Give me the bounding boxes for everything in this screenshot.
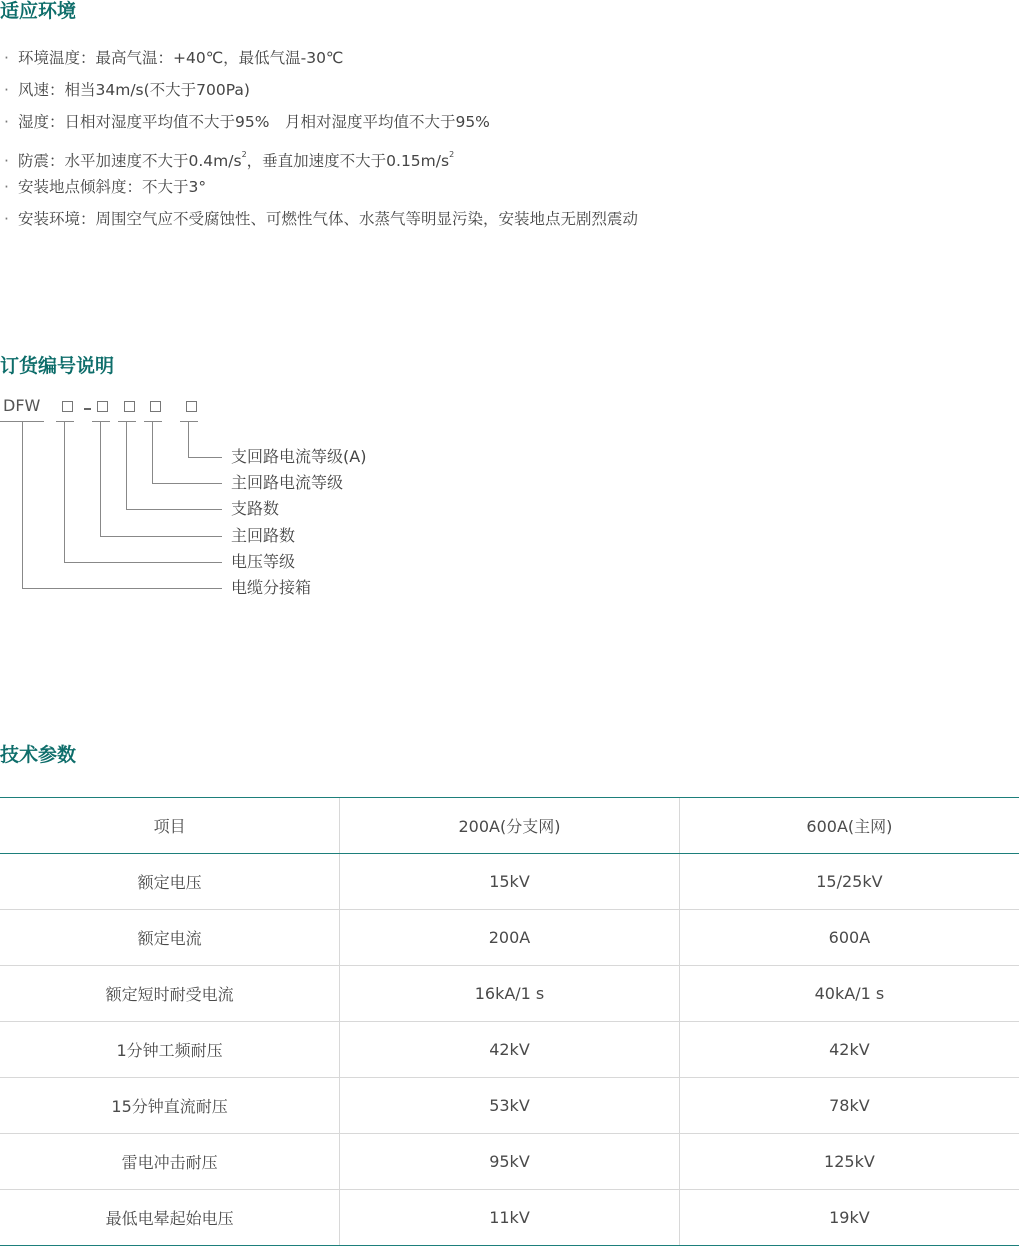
order-label: 支路数 bbox=[231, 499, 280, 518]
table-cell: 95kV bbox=[340, 1134, 680, 1190]
bullet-dot: · bbox=[4, 177, 9, 196]
table-cell: 雷电冲击耐压 bbox=[0, 1134, 340, 1190]
connector-h bbox=[188, 457, 222, 458]
table-cell: 78kV bbox=[679, 1078, 1019, 1134]
table-cell: 最低电晕起始电压 bbox=[0, 1190, 340, 1246]
bullet-dot: · bbox=[4, 151, 9, 170]
order-label: 电缆分接箱 bbox=[231, 578, 312, 597]
table-cell: 125kV bbox=[679, 1134, 1019, 1190]
table-header-row bbox=[0, 798, 1019, 854]
order-code-diagram bbox=[0, 395, 400, 610]
env-item bbox=[4, 74, 638, 106]
table-cell: 15分钟直流耐压 bbox=[0, 1078, 340, 1134]
table-cell: 53kV bbox=[340, 1078, 680, 1134]
tech-params-table bbox=[0, 797, 1019, 1246]
header-cell-200a: 200A(分支网) bbox=[340, 798, 680, 854]
table-cell: 42kV bbox=[340, 1022, 680, 1078]
table-row bbox=[0, 1078, 1019, 1134]
table-cell: 40kA/1 s bbox=[679, 966, 1019, 1022]
tech-section-title: 技术参数 bbox=[0, 744, 77, 766]
bullet-dot: · bbox=[4, 49, 9, 67]
table-cell: 15kV bbox=[340, 854, 680, 910]
env-item-text: 安装环境：周围空气应不受腐蚀性、可燃性气体、水蒸气等明显污染，安装地点无剧烈震动 bbox=[18, 209, 639, 228]
code-box-branch-current bbox=[186, 401, 197, 412]
underline-voltage bbox=[56, 421, 74, 422]
superscript: 2 bbox=[449, 149, 455, 159]
env-item bbox=[4, 42, 638, 74]
env-item bbox=[4, 203, 638, 235]
underline-branch-count bbox=[118, 421, 136, 422]
table-row bbox=[0, 966, 1019, 1022]
code-box-voltage bbox=[62, 401, 73, 412]
connector-v bbox=[100, 421, 101, 537]
table-cell: 额定短时耐受电流 bbox=[0, 966, 340, 1022]
bullet-dot: · bbox=[4, 113, 9, 132]
bullet-dot: · bbox=[4, 81, 9, 100]
env-item-text: 环境温度：最高气温：+40℃，最低气温-30℃ bbox=[18, 49, 344, 67]
underline-main-count bbox=[92, 421, 110, 422]
table-cell: 42kV bbox=[679, 1022, 1019, 1078]
table-cell: 200A bbox=[340, 910, 680, 966]
connector-v bbox=[188, 421, 189, 458]
connector-h bbox=[22, 588, 222, 589]
table-row bbox=[0, 854, 1019, 910]
table-row bbox=[0, 910, 1019, 966]
table-cell: 额定电流 bbox=[0, 910, 340, 966]
connector-v bbox=[126, 421, 127, 510]
order-label: 主回路数 bbox=[231, 526, 296, 545]
env-item-text: 湿度：日相对湿度平均值不大于95% 月相对湿度平均值不大于95% bbox=[18, 113, 490, 132]
table-cell: 1分钟工频耐压 bbox=[0, 1022, 340, 1078]
connector-h bbox=[126, 509, 222, 510]
env-item-text: 风速：相当34m/s(不大于700Pa) bbox=[18, 81, 250, 100]
connector-v bbox=[64, 421, 65, 563]
connector-v bbox=[152, 421, 153, 484]
superscript: 2 bbox=[241, 149, 247, 159]
order-label: 支回路电流等级(A) bbox=[231, 447, 367, 466]
env-item-text: 防震：水平加速度不大于0.4m/s bbox=[18, 151, 242, 170]
underline-main-current bbox=[144, 421, 162, 422]
code-prefix: DFW bbox=[3, 396, 41, 415]
env-item bbox=[4, 171, 638, 203]
code-dash bbox=[84, 408, 91, 410]
order-section-title: 订货编号说明 bbox=[0, 355, 115, 377]
order-label: 主回路电流等级 bbox=[231, 473, 344, 492]
code-box-branch-count bbox=[124, 401, 135, 412]
table-cell: 11kV bbox=[340, 1190, 680, 1246]
table-cell: 600A bbox=[679, 910, 1019, 966]
env-item bbox=[4, 106, 638, 138]
table-cell: 19kV bbox=[679, 1190, 1019, 1246]
bullet-dot: · bbox=[4, 209, 9, 228]
table-cell: 15/25kV bbox=[679, 854, 1019, 910]
env-item-text: 安装地点倾斜度：不大于3° bbox=[18, 177, 207, 196]
table-row bbox=[0, 1190, 1019, 1246]
connector-h bbox=[64, 562, 222, 563]
env-item-text-cont: ，垂直加速度不大于0.15m/s bbox=[246, 151, 450, 170]
header-cell-item: 项目 bbox=[0, 798, 340, 854]
table-cell: 额定电压 bbox=[0, 854, 340, 910]
table-row bbox=[0, 1022, 1019, 1078]
table-row bbox=[0, 1134, 1019, 1190]
connector-h bbox=[152, 483, 222, 484]
env-item bbox=[4, 139, 638, 171]
connector-v bbox=[22, 421, 23, 589]
underline-branch-current bbox=[180, 421, 198, 422]
code-box-main-current bbox=[150, 401, 161, 412]
header-cell-600a: 600A(主网) bbox=[679, 798, 1019, 854]
connector-h bbox=[100, 536, 222, 537]
env-list bbox=[4, 42, 638, 235]
env-section-title: 适应环境 bbox=[0, 0, 77, 22]
table-cell: 16kA/1 s bbox=[340, 966, 680, 1022]
order-label: 电压等级 bbox=[231, 552, 296, 571]
code-box-main-count bbox=[97, 401, 108, 412]
